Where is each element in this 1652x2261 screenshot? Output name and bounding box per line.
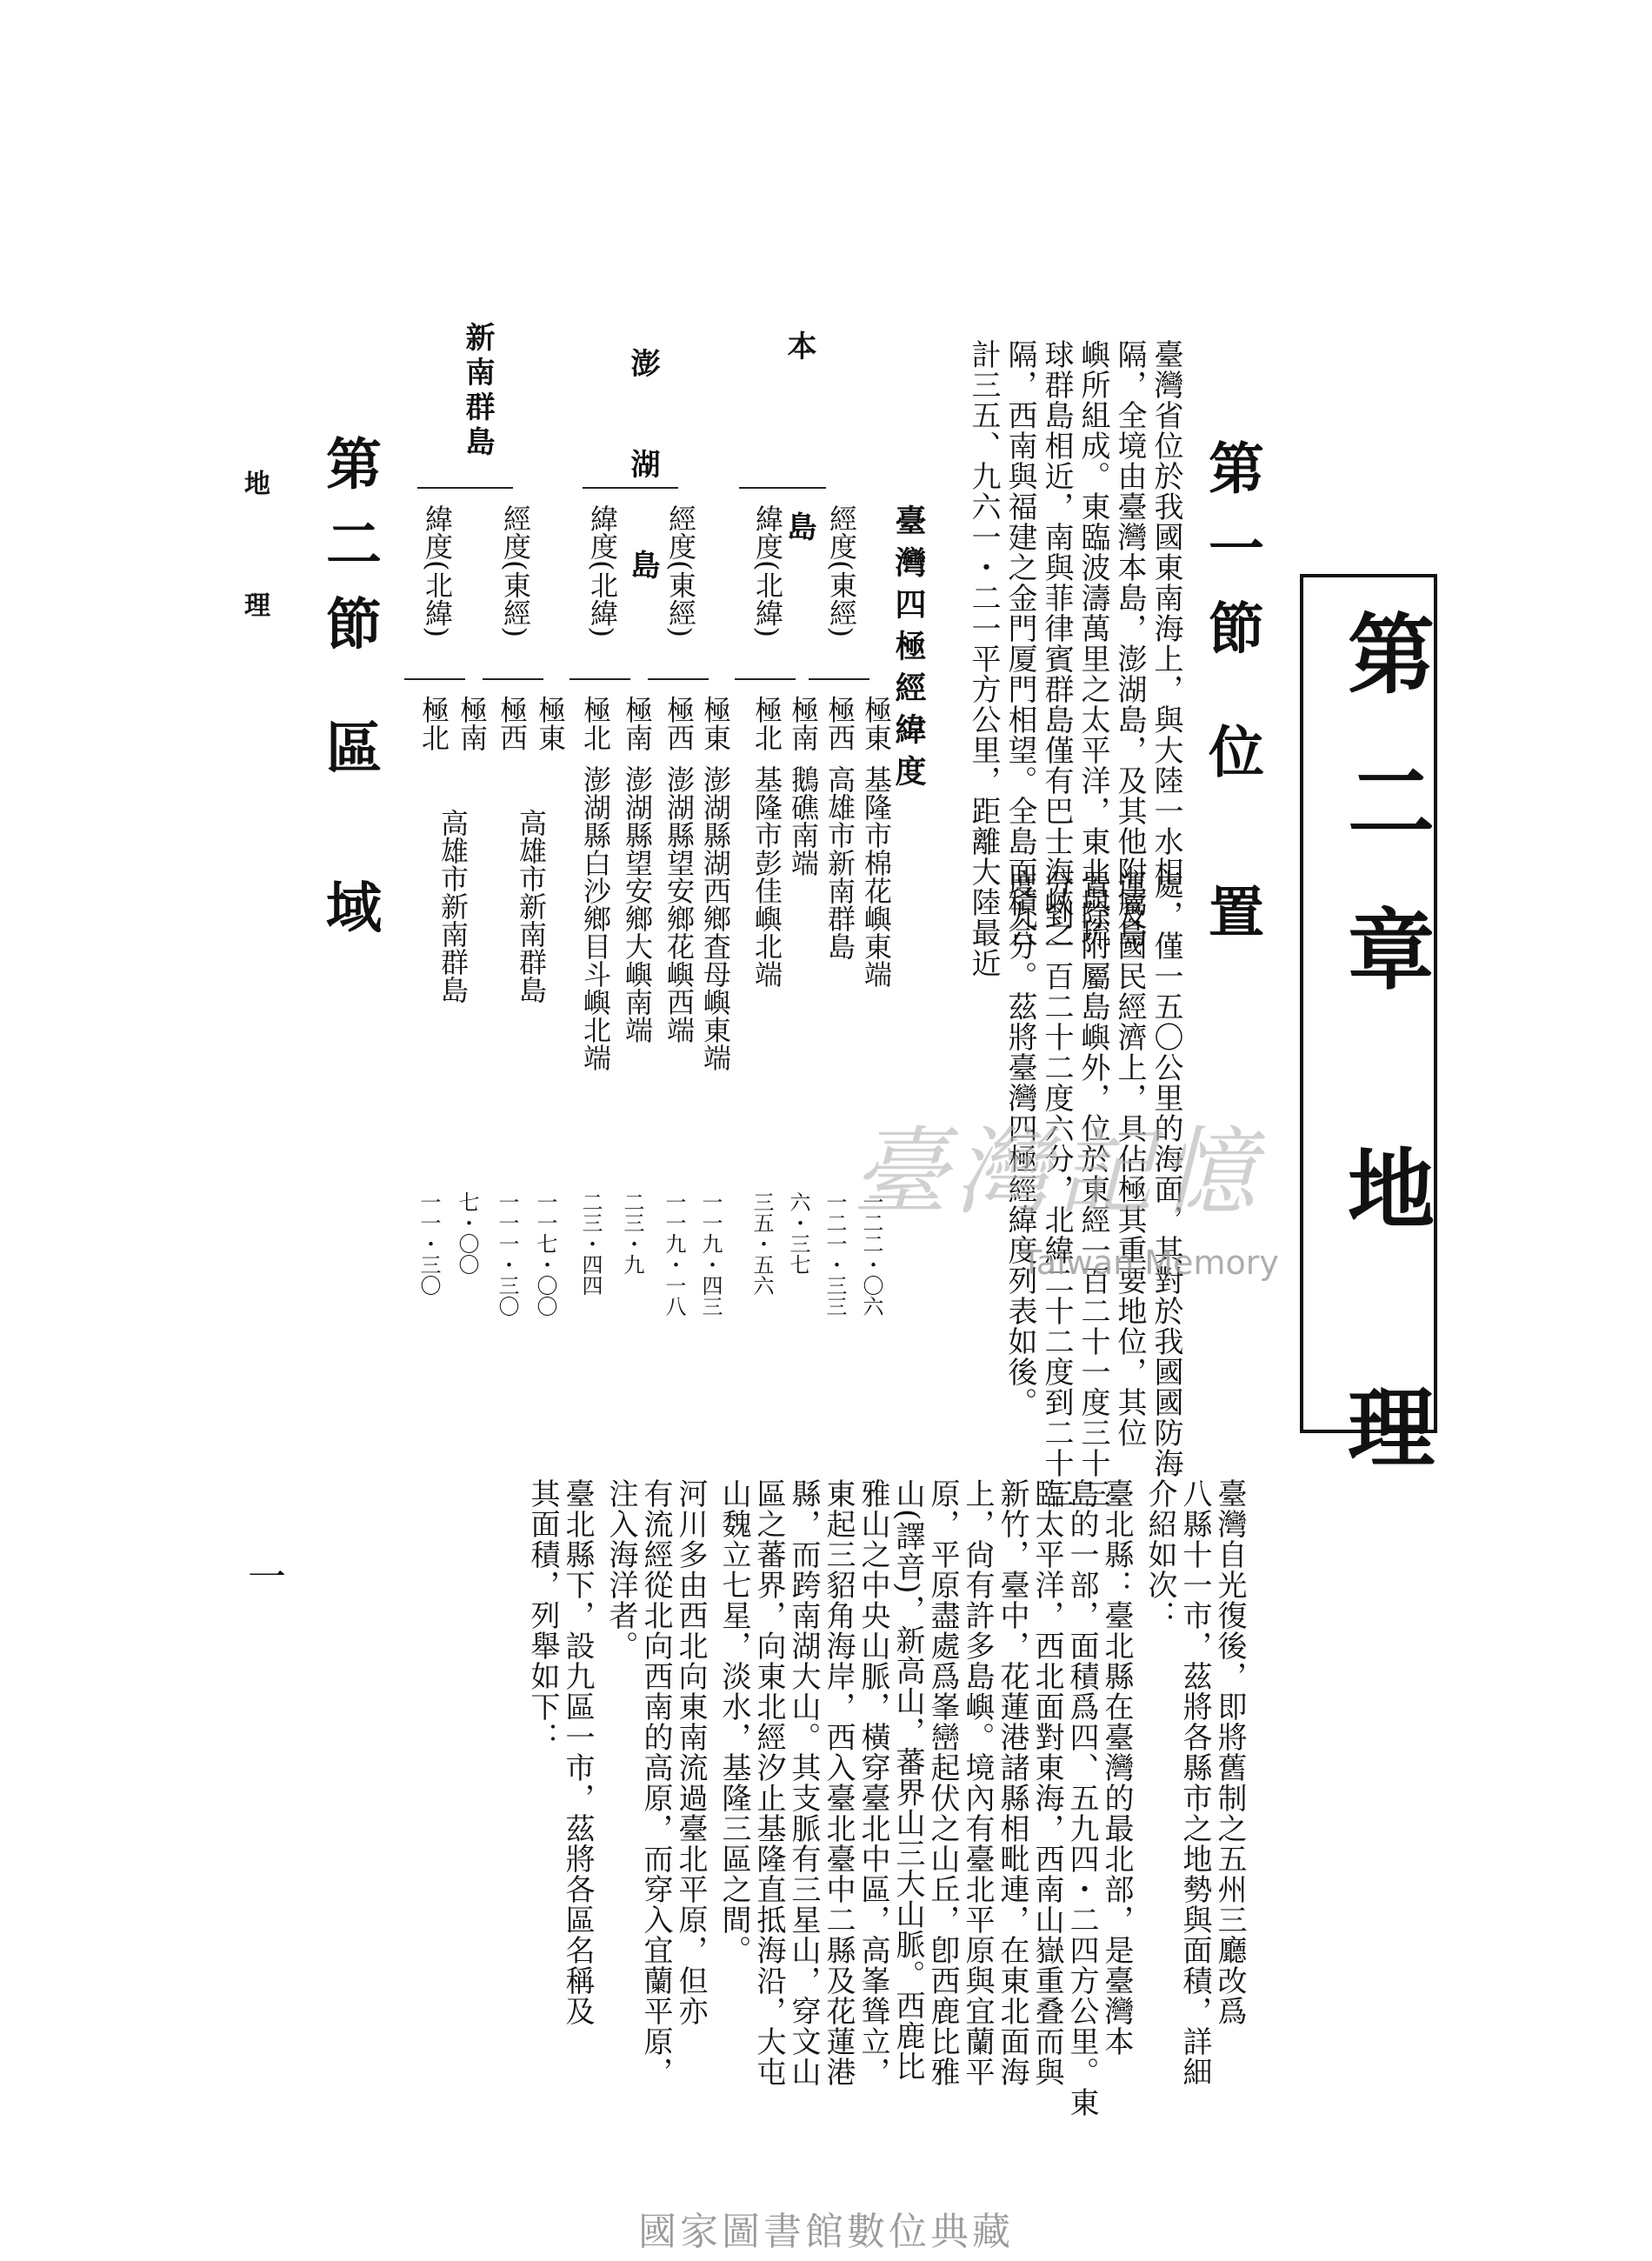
pole-label: 極東 <box>860 696 893 751</box>
pole-label: 極南 <box>621 696 654 751</box>
section1-col: 處，僅一五〇公里的海面，其對於我國國防海 <box>1149 870 1183 1478</box>
coord-value: 一一九・一八 <box>662 1191 686 1317</box>
coord-value: 一二二・〇六 <box>859 1191 883 1317</box>
section1-col: 臺灣省位於我國東南海上，與大陸一水相 <box>1149 339 1183 887</box>
pole-label: 極東 <box>699 696 732 751</box>
bracket <box>809 678 869 680</box>
footer-credit: 國家圖書館數位典藏 <box>638 2210 1014 2254</box>
sub-label: 緯度(北緯) <box>751 504 784 637</box>
sub-label: 經度(東經) <box>664 504 697 637</box>
pole-label: 極南 <box>456 696 489 751</box>
pole-place: 澎湖縣白沙鄉目斗嶼北端 <box>579 765 612 1071</box>
bracket <box>404 678 465 680</box>
section1-title: 第一節 位 置 <box>1199 439 1264 964</box>
bracket <box>735 678 796 680</box>
section2-col: 有流經從北向西南的高原，而穿入宜蘭平原， <box>638 1478 673 2087</box>
pole-label: 極北 <box>750 696 783 751</box>
section2-col: 雅山之中央山脈，橫穿臺北中區，高峯聳立， <box>856 1478 890 2087</box>
pole-place: 澎湖縣望安鄉花嶼西端 <box>663 765 696 1044</box>
watermark-subtitle: Taiwan Memory <box>1022 1244 1279 1282</box>
coord-value: 一一・三〇 <box>416 1191 441 1296</box>
section2-col: 八縣十一市，茲將各縣市之地勢與面積，詳細 <box>1177 1478 1212 2087</box>
section1-col: 嶼所組成。東臨波濤萬里之太平洋，東北與琉 <box>1076 339 1110 948</box>
bracket <box>583 487 678 489</box>
pole-place: 鵝礁南端 <box>787 765 820 877</box>
section2-col: 臺北縣下，設九區一市，茲將各區名稱及 <box>560 1478 595 2026</box>
sub-label: 緯度(北緯) <box>421 504 454 637</box>
pole-label: 極西 <box>663 696 696 751</box>
section2-col: 介紹如次： <box>1142 1478 1177 1631</box>
coord-value: 一一七・〇〇 <box>533 1191 557 1317</box>
section2-col: 注入海洋者。 <box>603 1478 638 1661</box>
section1-col: 隔，西南與福建之金門厦門相望。全島面積合 <box>1003 339 1037 948</box>
bracket <box>648 678 709 680</box>
section2-col: 其面積，列舉如下： <box>525 1478 560 1752</box>
bracket <box>483 678 543 680</box>
section2-col: 原，平原盡處爲峯巒起伏之山丘，卽西鹿比雅 <box>925 1478 960 2087</box>
pole-label: 極北 <box>417 696 450 751</box>
coord-value: 一一一・三〇 <box>495 1191 519 1317</box>
sub-label: 經度(東經) <box>499 504 532 637</box>
section2-col: 臺北縣：臺北縣在臺灣的最北部，是臺灣本 <box>1099 1478 1134 2057</box>
coord-value: 一二一・三三 <box>823 1191 847 1317</box>
pole-place: 澎湖縣望安鄉大嶼南端 <box>621 765 654 1044</box>
table-title: 臺灣四極經緯度 <box>890 504 927 797</box>
section1-col: 隔，全境由臺灣本島，澎湖島，及其他附屬島 <box>1112 339 1147 948</box>
chapter-title: 第二章 地 理 <box>1333 609 1436 1531</box>
section2-col: 山(譯音)，新高山，蕃界山三大山脈。西鹿比 <box>890 1478 925 2082</box>
coord-value: 一一九・四三 <box>698 1191 723 1317</box>
section2-col: 河川多由西北向東南流過臺北平原，但亦 <box>673 1478 708 2026</box>
section2-col: 臨太平洋，西北面對東海，西南山嶽重叠而與 <box>1029 1478 1064 2087</box>
section2-col: 山魏立七星，淡水，基隆三區之間。 <box>716 1478 751 1965</box>
group-label: 新南群島 <box>460 322 495 461</box>
bracket <box>570 678 630 680</box>
group-label: 澎 湖 島 <box>625 348 660 600</box>
coord-value: 二三・九 <box>620 1191 644 1275</box>
page-number: 一 <box>241 1557 285 1595</box>
pole-label: 極西 <box>823 696 856 751</box>
bracket <box>739 487 826 489</box>
coord-value: 二三・四四 <box>578 1191 603 1296</box>
section2-col: 上，尙有許多島嶼。境內有臺北平原與宜蘭平 <box>960 1478 995 2087</box>
watermark-logo: 臺灣記憶 <box>852 1117 1262 1228</box>
pole-place: 高雄市新南群島 <box>515 809 548 1004</box>
sub-label: 經度(東經) <box>825 504 858 637</box>
pole-place: 高雄市新南群島 <box>823 765 856 960</box>
section1-col: 分到一百二十二度六分，北緯二十二度到二十三 <box>1039 870 1074 1509</box>
section2-col: 區之蕃界，向東北經汐止基隆直抵海沿，大屯 <box>751 1478 786 2087</box>
pole-place: 高雄市新南群島 <box>436 809 470 1004</box>
running-head: 地 理 <box>239 470 270 652</box>
pole-place: 澎湖縣湖西鄉査母嶼東端 <box>699 765 732 1071</box>
pole-label: 極南 <box>787 696 820 751</box>
section1-col: 置除附屬島嶼外，位於東經一百二十一度三十三 <box>1076 870 1110 1509</box>
section2-col: 臺灣自光復後，即將舊制之五州三廳改爲 <box>1212 1478 1247 2026</box>
coord-value: 七・〇〇 <box>455 1191 479 1275</box>
pole-place: 基隆市彭佳嶼北端 <box>750 765 783 988</box>
coord-value: 三五・五六 <box>749 1191 774 1296</box>
section2-col: 縣，而跨南湖大山。其支脈有三星山，穿文山 <box>786 1478 821 2087</box>
section2-col: 東起三貂角海岸，西入臺北臺中二縣及花蓮港 <box>821 1478 856 2087</box>
section2-col: 島的一部，面積爲四、五九四・二四方公里。東 <box>1064 1478 1099 2118</box>
section2-col: 新竹，臺中，花蓮港諸縣相毗連，在東北面海 <box>995 1478 1029 2087</box>
section1-col: 球群島相近，南與菲律賓群島僅有巴士海峽之 <box>1039 339 1074 948</box>
group-label: 本 島 <box>782 330 816 602</box>
coord-value: 六・三七 <box>786 1191 810 1275</box>
pole-place: 基隆市棉花嶼東端 <box>860 765 893 988</box>
pole-label: 極西 <box>496 696 529 751</box>
sub-label: 緯度(北緯) <box>586 504 619 637</box>
section1-col: 計三五、九六一・二一平方公里，距離大陸最近 <box>966 339 1001 978</box>
bracket <box>417 487 513 489</box>
section2-title: 第二節 區 域 <box>316 435 382 959</box>
section1-col: 運及國民經濟上，具佔極其重要地位，其位 <box>1112 870 1147 1448</box>
section1-col: 度九分。茲將臺灣四極經緯度列表如後。 <box>1003 870 1037 1417</box>
pole-label: 極北 <box>579 696 612 751</box>
pole-label: 極東 <box>534 696 567 751</box>
